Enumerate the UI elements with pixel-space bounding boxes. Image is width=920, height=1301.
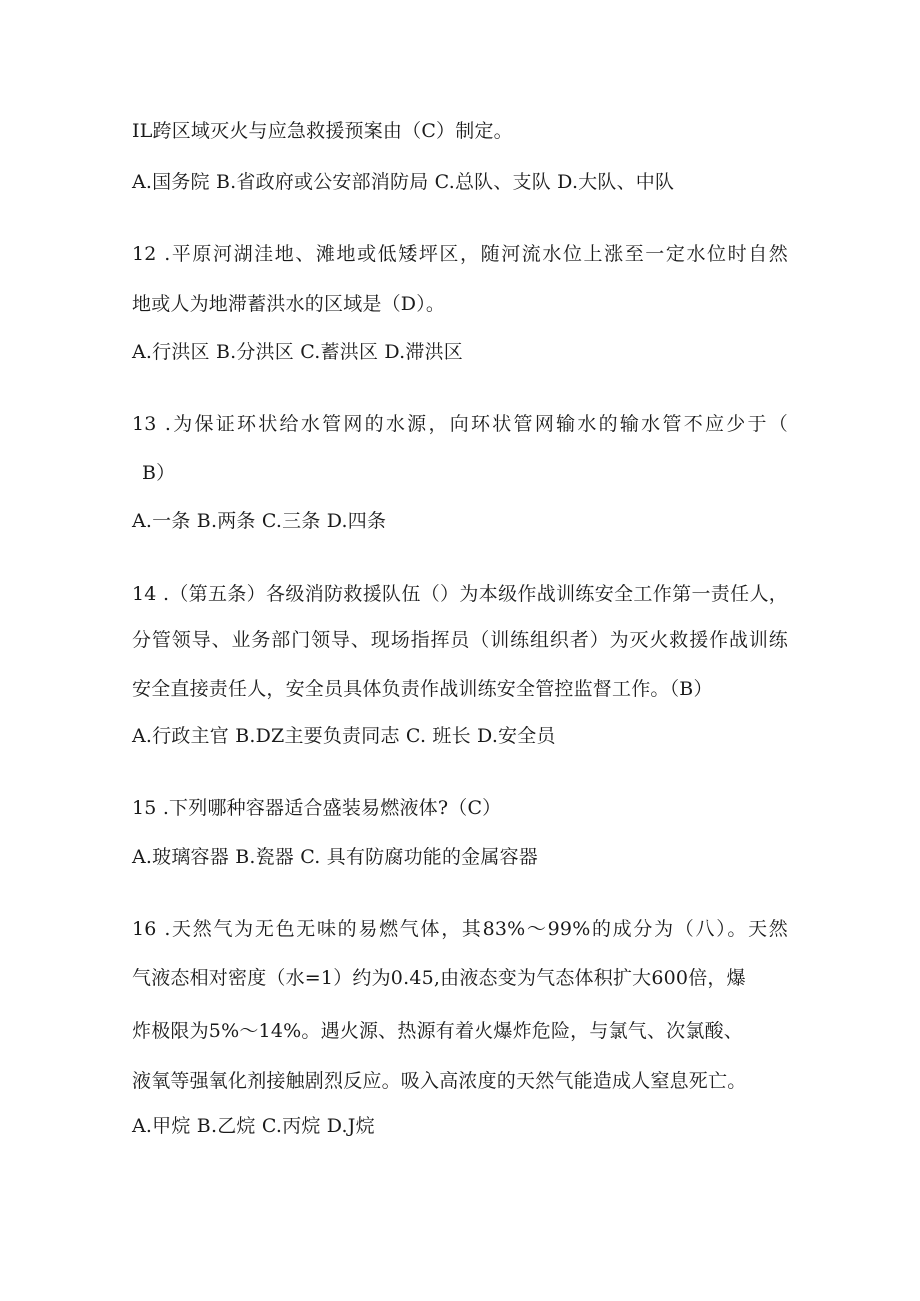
question-16-options: A.甲烷 B.乙烷 C.丙烷 D.J烷 <box>132 1115 375 1137</box>
question-12-options: A.行洪区 B.分洪区 C.蓄洪区 D.滞洪区 <box>132 341 463 363</box>
question-15-line-1: 15 .下列哪种容器适合盛装易燃液体?（C） <box>132 797 502 819</box>
question-16-line-4: 液氧等强氧化剂接触剧烈反应。吸入高浓度的天然气能造成人窒息死亡。 <box>132 1070 747 1092</box>
question-14-line-1: 14 .（第五条）各级消防救援队伍（）为本级作战训练安全工作第一责任人， <box>132 583 788 605</box>
question-14-line-2: 分管领导、业务部门领导、现场指挥员（训练组织者）为灭火救援作战训练 <box>132 629 788 651</box>
question-11-options: A.国务院 B.省政府或公安部消防局 C.总队、支队 D.大队、中队 <box>132 171 675 193</box>
question-13-line-2: B） <box>142 462 176 484</box>
question-15-options: A.玻璃容器 B.瓷器 C. 具有防腐功能的金属容器 <box>132 846 538 868</box>
question-13-options: A.一条 B.两条 C.三条 D.四条 <box>132 510 387 532</box>
question-16-line-2: 气液态相对密度（水=1）约为0.45,由液态变为气态体积扩大600倍，爆 <box>132 967 746 989</box>
question-12-line-2: 地或人为地滞蓄洪水的区域是（D）。 <box>132 293 446 315</box>
question-16-line-1: 16 .天然气为无色无味的易燃气体，其83%～99%的成分为（八）。天然 <box>132 918 788 940</box>
question-11-line-1: IL跨区域灭火与应急救援预案由（C）制定。 <box>132 120 513 142</box>
question-12-line-1: 12 .平原河湖洼地、滩地或低矮坪区，随河流水位上涨至一定水位时自然 <box>132 243 788 265</box>
question-14-line-3: 安全直接责任人，安全员具体负责作战训练安全管控监督工作。（B） <box>132 678 713 700</box>
question-14-options: A.行政主官 B.DZ主要负责同志 C. 班长 D.安全员 <box>132 725 556 747</box>
question-16-line-3: 炸极限为5%～14%。遇火源、热源有着火爆炸危险，与氯气、次氯酸、 <box>132 1020 743 1042</box>
question-13-line-1: 13 .为保证环状给水管网的水源，向环状管网输水的输水管不应少于（ <box>132 413 788 435</box>
